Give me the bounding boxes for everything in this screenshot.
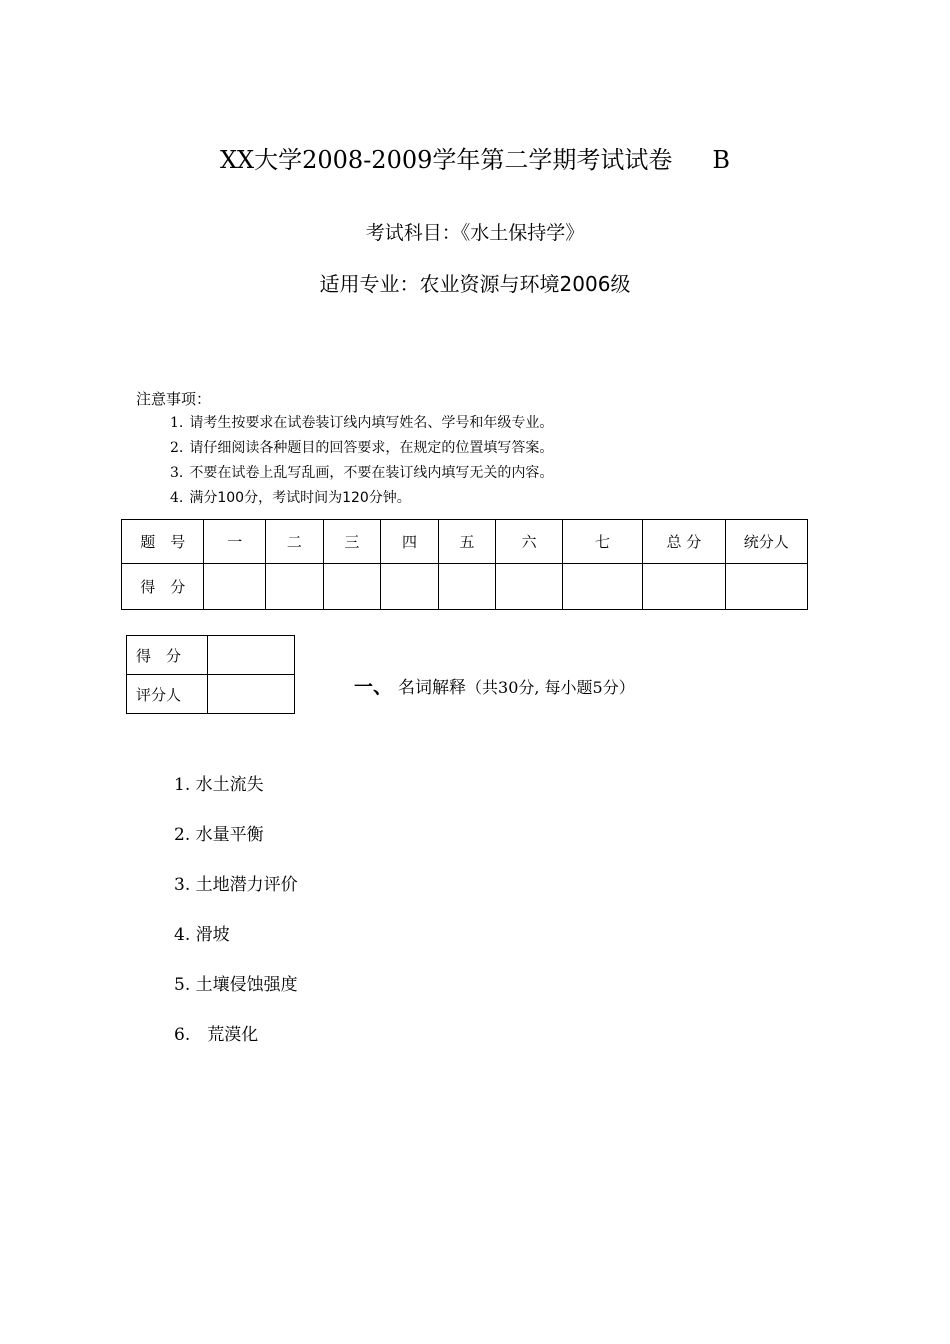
notes-list [170,412,553,512]
note-item [170,487,553,512]
section-score-row [127,636,295,675]
note-number: 3. [170,465,184,481]
score-cell-q2[interactable] [266,564,324,610]
score-table-score-row [122,564,808,610]
term-item: 3. 土地潜力评价 [174,875,298,895]
score-cell-q5[interactable] [438,564,496,610]
header-cell-q5: 五 [438,520,496,564]
score-table-header-row [122,520,808,564]
header-cell-q4: 四 [381,520,439,564]
note-number: 1. [170,415,184,431]
header-cell-total: 总 分 [643,520,725,564]
note-text: 不要在试卷上乱写乱画，不要在装订线内填写无关的内容。 [189,465,554,481]
note-number: 2. [170,440,184,456]
exam-title [0,140,950,175]
header-cell-q1: 一 [204,520,266,564]
section-grader-cell[interactable] [208,675,295,714]
notes-title: 注意事项： [136,390,212,408]
section-grader-label: 评分人 [127,675,208,714]
term-item: 4. 滑坡 [174,925,230,945]
applicable-major: 适用专业：农业资源与环境2006级 [319,272,631,296]
note-text: 请考生按要求在试卷装订线内填写姓名、学号和年级专业。 [189,415,554,431]
header-cell-q7: 七 [562,520,642,564]
header-cell-q6: 六 [496,520,563,564]
score-cell-q4[interactable] [381,564,439,610]
score-summary-table [121,519,808,610]
term-item: 1. 水土流失 [174,775,264,795]
section-score-cell[interactable] [208,636,295,675]
note-item [170,462,553,487]
note-number: 4. [170,490,184,506]
score-cell-total[interactable] [643,564,725,610]
term-item: 5. 土壤侵蚀强度 [174,975,298,995]
term-item: 2. 水量平衡 [174,825,264,845]
header-cell-q3: 三 [323,520,381,564]
note-item [170,437,553,462]
header-cell-q2: 二 [266,520,324,564]
section-grader-row [127,675,295,714]
score-cell-q6[interactable] [496,564,563,610]
terms-list [174,773,298,1073]
score-cell-q7[interactable] [562,564,642,610]
section-number: 一、 [354,676,393,698]
exam-variant: B [712,146,731,174]
note-item [170,412,553,437]
score-cell-tallier[interactable] [725,564,807,610]
header-cell-question-number: 题 号 [122,520,204,564]
section-score-label: 得 分 [127,636,208,675]
score-row-label: 得 分 [122,564,204,610]
section-heading [354,672,635,699]
score-cell-q3[interactable] [323,564,381,610]
section-points-note: （共30分, 每小题5分） [466,678,635,697]
note-text: 请仔细阅读各种题目的回答要求，在规定的位置填写答案。 [189,440,554,456]
exam-title-text: XX大学2008-2009学年第二学期考试试卷 [219,146,673,174]
score-cell-q1[interactable] [204,564,266,610]
section-score-box [126,635,295,714]
note-text: 满分100分，考试时间为120分钟。 [189,490,411,506]
term-item: 6. 荒漠化 [174,1025,259,1045]
exam-subject: 考试科目：《水土保持学》 [365,222,585,244]
section-name: 名词解释 [398,678,467,698]
header-cell-tallier: 统分人 [725,520,807,564]
